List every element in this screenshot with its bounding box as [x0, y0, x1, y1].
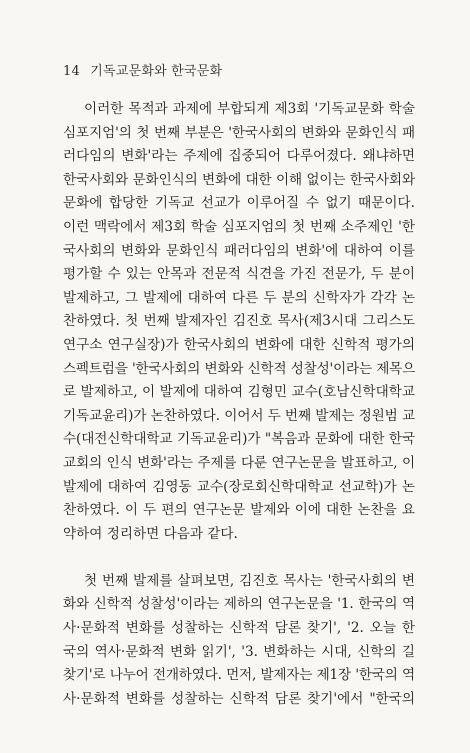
text-line: 연구소 연구실장)가 한국사회의 변화에 대한 신학적 평가의 — [63, 336, 415, 353]
text-line: 교회의 인식 변화'라는 주제를 다룬 연구논문을 발표하고, 이 — [63, 454, 415, 471]
text-line: 평가할 수 있는 안목과 전문적 식견을 가진 전문가, 두 분이 — [63, 266, 415, 283]
text-line: 찬하였다. 이 두 편의 연구논문 발제와 이에 대한 논찬을 요 — [63, 502, 415, 519]
text-line: 찾기'로 나누어 전개하였다. 먼저, 발제자는 제1장 '한국의 역 — [63, 667, 415, 684]
text-line: 심포지엄'의 첫 번째 부분은 '한국사회의 변화와 문화인식 패 — [63, 124, 415, 141]
running-title: 기독교문화와 한국문화 — [90, 64, 223, 79]
text-line: 수(대전신학대학교 기독교윤리)가 "복음과 문화에 대한 한국 — [63, 431, 415, 448]
paragraph-gap — [63, 546, 415, 570]
text-line: 화와 신학적 성찰성'이라는 제하의 연구논문을 '1. 한국의 역 — [63, 596, 415, 613]
text-line: 로 발제하고, 이 발제에 대하여 김형민 교수(호남신학대학교 — [63, 384, 415, 401]
text-line: 찬하였다. 첫 번째 발제자인 김진호 목사(제3시대 그리스도 — [63, 313, 415, 330]
text-line: 러다임의 변화'라는 주제에 집중되어 다루어졌다. 왜냐하면 — [63, 148, 415, 165]
text-line: 사·문화적 변화를 성찰하는 신학적 담론 찾기'에서 "한국의 — [63, 690, 415, 707]
text-line: 약하여 정리하면 다음과 같다. — [63, 525, 238, 542]
text-line: 발제하고, 그 발제에 대하여 다른 두 분의 신학자가 각각 논 — [63, 289, 415, 306]
text-line: 기독교윤리)가 논찬하였다. 이어서 두 번째 발제는 정원범 교 — [63, 407, 415, 424]
text-line: 국의 역사·문화적 변화 읽기', '3. 변화하는 시대, 신학의 길 — [63, 643, 415, 660]
paragraph-1 — [63, 98, 415, 546]
page-number: 14 — [63, 64, 80, 79]
running-header — [63, 60, 222, 79]
text-line: 한국사회와 문화인식의 변화에 대한 이해 없이는 한국사회와 — [63, 171, 415, 188]
text-line: 스펙트럼을 '한국사회의 변화와 신학적 성찰성'이라는 제목으 — [63, 360, 415, 377]
text-line: 사·문화적 변화를 성찰하는 신학적 담론 찾기', '2. 오늘 한 — [63, 620, 415, 637]
text-line: 발제에 대하여 김영동 교수(장로회신학대학교 선교학)가 논 — [63, 478, 415, 495]
paragraph-2 — [63, 570, 415, 712]
text-line: 이러한 목적과 과제에 부합되게 제3회 '기독교문화 학술 — [84, 101, 415, 117]
text-line: 국사회의 변화와 문화인식 패러다임의 변화'에 대하여 이를 — [63, 242, 415, 259]
text-line: 문화에 합당한 기독교 선교가 이루어질 수 없기 때문이다. — [63, 195, 415, 212]
text-line: 이런 맥락에서 제3회 학술 심포지엄의 첫 번째 소주제인 '한 — [63, 218, 415, 235]
text-line: 첫 번째 발제를 살펴보면, 김진호 목사는 '한국사회의 변 — [84, 572, 415, 589]
body-text — [63, 98, 415, 711]
